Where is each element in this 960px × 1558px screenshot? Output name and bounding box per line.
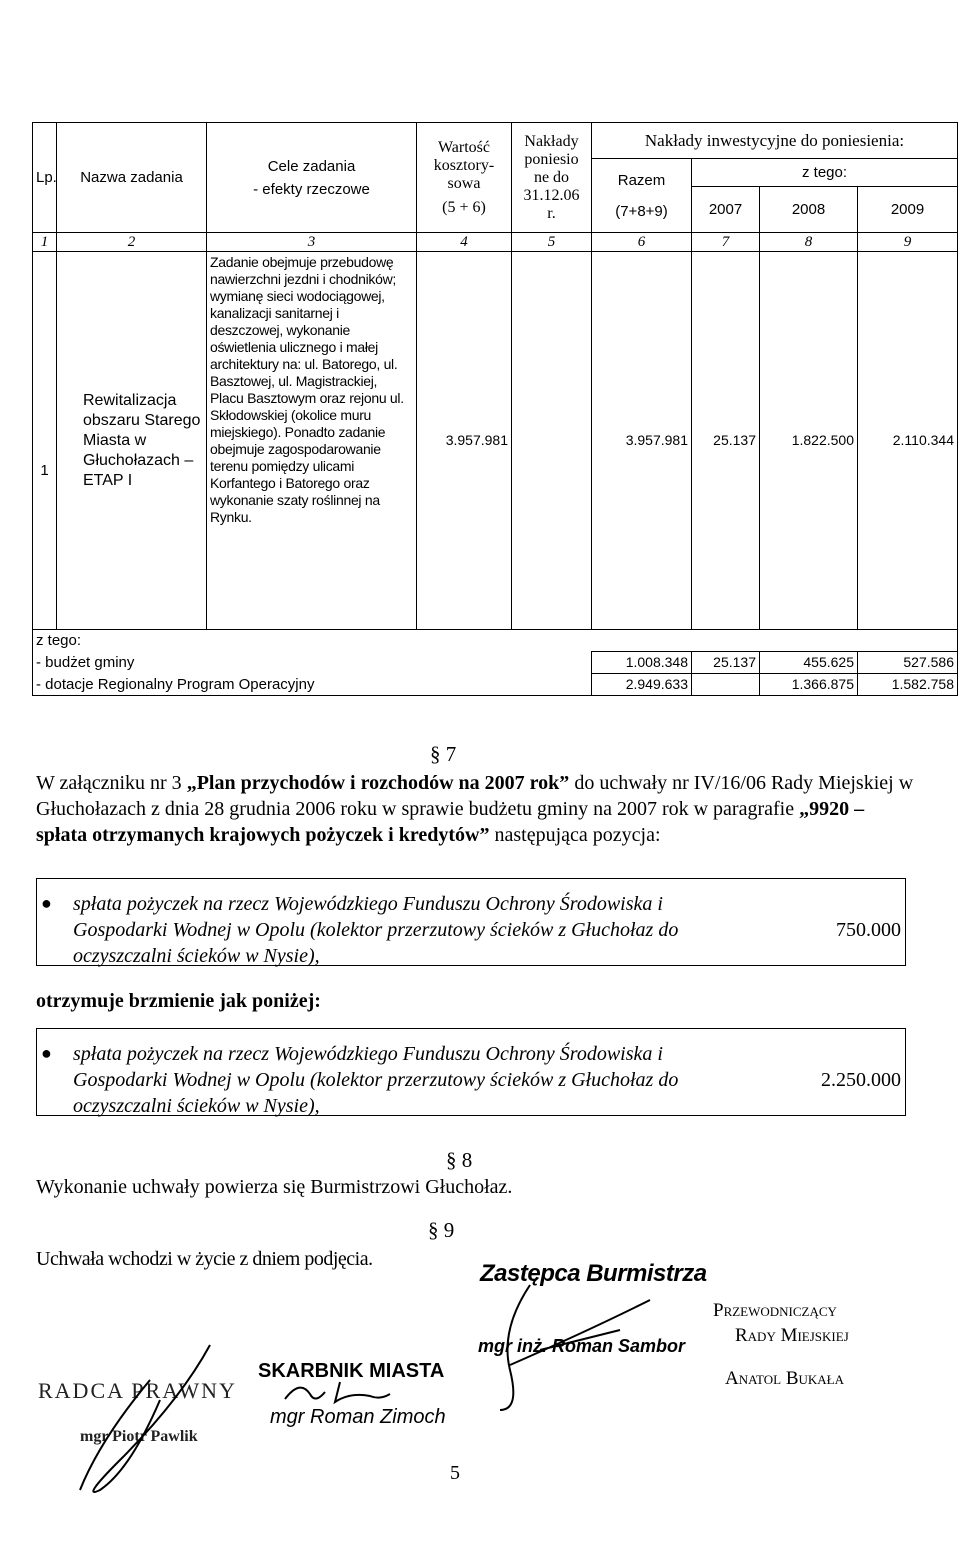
header-wartosc-1: Wartość: [437, 138, 491, 156]
header-ztego: z tego:: [692, 159, 958, 187]
bullet-icon: ●: [41, 893, 52, 913]
page-number: 5: [450, 1462, 460, 1484]
budzet-2007: 25.137: [692, 652, 760, 674]
par7-text-3: do uchwały nr IV/16/06 Rady Miejskiej w Głuchołazach z dnia 28 grudnia 2006 roku w sprawie budżetu gminy na 2007 rok w paragrafie: [36, 772, 914, 820]
index-cell: 4: [417, 233, 512, 252]
header-lp: Lp.: [33, 123, 57, 233]
dotacje-2008: 1.366.875: [760, 674, 858, 696]
row-2007: 25.137: [692, 252, 760, 630]
header-2008: 2008: [760, 187, 858, 233]
header-naklady-2: poniesio: [524, 150, 579, 168]
index-cell: 1: [33, 233, 57, 252]
dotacje-2009: 1.582.758: [858, 674, 958, 696]
header-razem: [592, 159, 692, 233]
par7-text-1: W załączniku nr 3: [36, 772, 187, 794]
header-naklady-4: 31.12.06: [523, 186, 580, 204]
row-2009: 2.110.344: [858, 252, 958, 630]
par8-text: Wykonanie uchwały powierza się Burmistrzowi Głuchołaz.: [36, 1176, 513, 1198]
header-naklady-3: ne do: [533, 168, 570, 186]
par9-title: § 9: [428, 1218, 455, 1242]
budzet-2009: 527.586: [858, 652, 958, 674]
ztego-label: z tego:: [33, 630, 958, 652]
header-wartosc-2: kosztory-: [433, 156, 495, 174]
header-cele-line1: Cele zadania: [267, 157, 356, 175]
row-description: Zadanie obejmuje przebudowę nawierzchni jezdni i chodników; wymianę sieci wodociągowej, kanalizacji sanitarnej i deszczowej, wykonanie oświetlenia ulicznego i małej architektury na: ul. Batorego, ul. Basztowej, ul. Magistrackiej, Placu Basztowym oraz rejonu ul. Skłodowskiej (okolice muru miejskiego). Ponadto zadanie obejmuje zagospodarowanie terenu pomiędzy ulicami Korfantego i Batorego oraz wykonanie szaty roślinnej na Rynku.: [207, 252, 417, 630]
row-naklady: [512, 252, 592, 630]
row-lp: 1: [33, 252, 57, 630]
header-razem-label: Razem: [617, 171, 666, 189]
chair-title-2: Rady Miejskiej: [735, 1325, 849, 1346]
index-row: [33, 233, 958, 252]
treasurer-name: mgr Roman Zimoch: [270, 1406, 446, 1428]
row-wartosc: 3.957.981: [417, 252, 512, 630]
header-cele: [207, 123, 417, 233]
new-item-box: [36, 1028, 906, 1116]
old-item-amount: 750.000: [836, 919, 901, 941]
receives-label: otrzymuje brzmienie jak poniżej:: [36, 990, 321, 1012]
index-cell: 2: [57, 233, 207, 252]
header-2007: 2007: [692, 187, 760, 233]
legal-advisor-signature: [60, 1340, 230, 1510]
header-wartosc: [417, 123, 512, 233]
index-cell: 7: [692, 233, 760, 252]
old-item-text: spłata pożyczek na rzecz Wojewódzkiego Funduszu Ochrony Środowiska i Gospodarki Wodnej w Opolu (kolektor przerzutowy ścieków z Głuchołaz do oczyszczalni ścieków w Nysie),: [73, 893, 679, 967]
index-cell: 5: [512, 233, 592, 252]
legal-advisor-name: mgr Piotr Pawlik: [80, 1428, 198, 1445]
new-item-amount: 2.250.000: [821, 1069, 901, 1091]
legal-advisor-stamp: RADCA PRAWNY: [38, 1378, 237, 1403]
header-naklady-5: r.: [547, 204, 556, 222]
budzet-2008: 455.625: [760, 652, 858, 674]
chair-name: Anatol Bukała: [725, 1368, 845, 1389]
deputy-signature: [470, 1270, 690, 1420]
budzet-razem: 1.008.348: [592, 652, 692, 674]
new-item-text: spłata pożyczek na rzecz Wojewódzkiego Funduszu Ochrony Środowiska i Gospodarki Wodnej w Opolu (kolektor przerzutowy ścieków z Głuchołaz do oczyszczalni ścieków w Nysie),: [73, 1043, 679, 1117]
par7-title: § 7: [430, 742, 457, 766]
par7-text-4: „9920 – spłata otrzymanych krajowych pożyczek i kredytów”: [36, 798, 865, 846]
budget-table: [32, 122, 958, 696]
header-nazwa: Nazwa zadania: [57, 123, 207, 233]
header-wartosc-4: (5 + 6): [442, 198, 486, 216]
dotacje-razem: 2.949.633: [592, 674, 692, 696]
dotacje-2007: [692, 674, 760, 696]
par8-title: § 8: [446, 1148, 473, 1172]
table-row: [33, 252, 958, 630]
header-naklady-1: Nakłady: [524, 132, 579, 150]
row-2008: 1.822.500: [760, 252, 858, 630]
header-razem-formula: (7+8+9): [615, 202, 668, 220]
table-row: [33, 674, 958, 696]
deputy-name: mgr inż. Roman Sambor: [478, 1336, 686, 1356]
deputy-stamp: Zastępca Burmistrza: [480, 1260, 707, 1287]
par7-text-5: następująca pozycja:: [489, 824, 661, 846]
chair-title-1: Przewodniczący: [713, 1300, 837, 1321]
header-naklady: [512, 123, 592, 233]
treasurer-title: SKARBNIK MIASTA: [258, 1360, 445, 1382]
header-invest: Nakłady inwestycyjne do poniesienia:: [592, 123, 958, 159]
bullet-icon: ●: [41, 1043, 52, 1063]
par9-text: Uchwała wchodzi w życie z dniem podjęcia.: [36, 1248, 373, 1270]
dotacje-label: - dotacje Regionalny Program Operacyjny: [33, 674, 592, 696]
treasurer-signature: [280, 1374, 400, 1410]
row-name: Rewitalizacja obszaru Starego Miasta w Głuchołazach – ETAP I: [57, 252, 207, 630]
par7-text-2: „Plan przychodów i rozchodów na 2007 rok”: [186, 772, 570, 794]
index-cell: 8: [760, 233, 858, 252]
par7-text: [36, 770, 916, 848]
row-razem: 3.957.981: [592, 252, 692, 630]
header-2009: 2009: [858, 187, 958, 233]
table-row: [33, 652, 958, 674]
index-cell: 9: [858, 233, 958, 252]
header-wartosc-3: sowa: [447, 174, 481, 192]
old-item-box: [36, 878, 906, 966]
index-cell: 3: [207, 233, 417, 252]
header-cele-line2: - efekty rzeczowe: [253, 180, 370, 198]
index-cell: 6: [592, 233, 692, 252]
budzet-label: - budżet gminy: [33, 652, 592, 674]
